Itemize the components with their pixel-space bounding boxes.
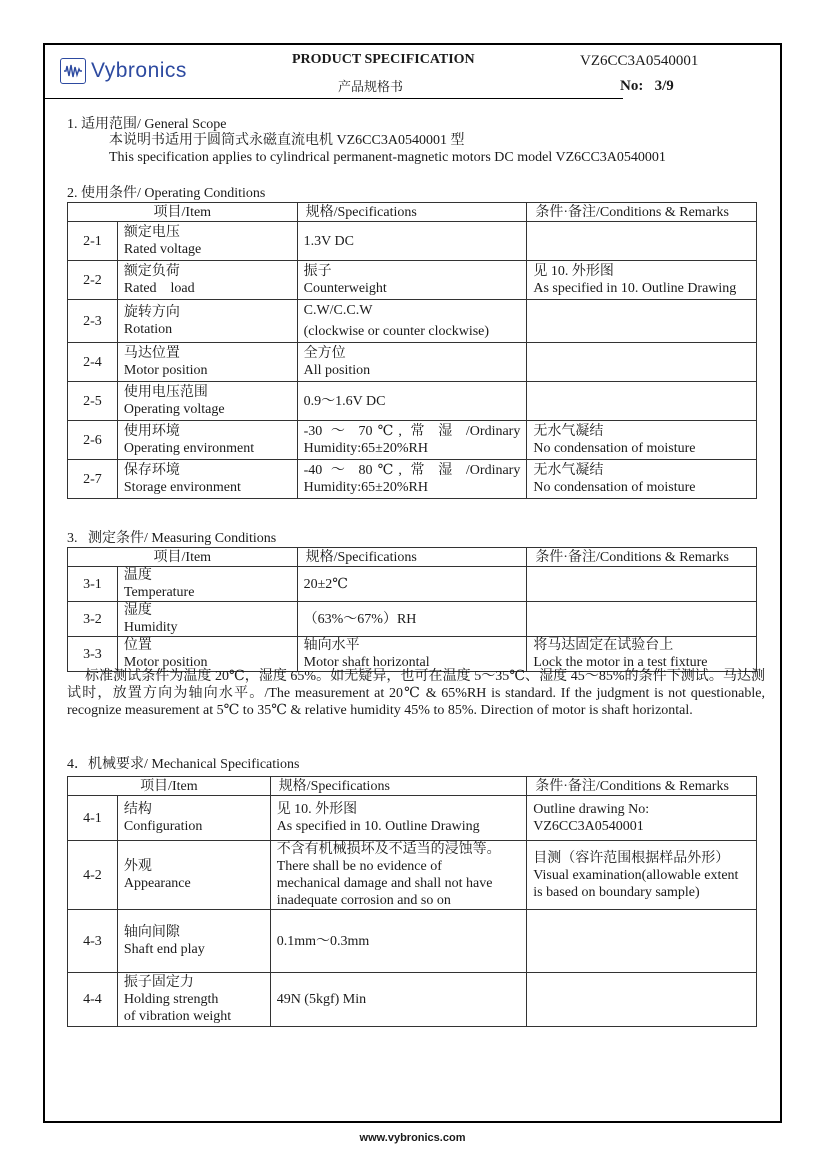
- spec-line: inadequate corrosion and so on: [276, 893, 451, 908]
- item-cn: 额定电压: [123, 225, 180, 240]
- remark-line: is based on boundary sample): [533, 884, 700, 900]
- row-number: 2-7: [68, 460, 118, 499]
- item-en: Rated voltage: [123, 242, 202, 257]
- spec-line: All position: [303, 363, 371, 378]
- remark-cell: [527, 637, 757, 672]
- table-header-row: [68, 203, 757, 222]
- item-cell: [117, 382, 297, 421]
- measuring-conditions-table: [67, 547, 757, 672]
- item-en: Motor position: [123, 363, 208, 378]
- remark-cell: [527, 973, 757, 1027]
- item-cn: 轴向间隙: [123, 925, 180, 940]
- item-cell: [117, 637, 297, 672]
- item-cn: 旋转方向: [123, 305, 180, 320]
- spec-cell: [270, 973, 527, 1027]
- spec-cell: [297, 222, 527, 261]
- spec-line: 见 10. 外形图: [276, 802, 358, 817]
- row-number: 2-6: [68, 421, 118, 460]
- remark-cell: [527, 567, 757, 602]
- row-number: 4-4: [68, 973, 118, 1027]
- spec-line: mechanical damage and shall not have: [276, 876, 493, 891]
- item-cn: 马达位置: [123, 346, 180, 361]
- spec-cell: [297, 602, 527, 637]
- item-cn: 温度: [123, 568, 152, 583]
- item-en: of vibration weight: [123, 1009, 232, 1024]
- remark-line: Lock the motor in a test fixture: [533, 655, 708, 670]
- item-en: Humidity: [123, 620, 178, 635]
- spec-cell: [270, 910, 527, 973]
- item-cn: 额定负荷: [123, 264, 180, 279]
- item-cn: 位置: [123, 638, 152, 653]
- table-row: [68, 910, 757, 973]
- spec-line: 全方位: [303, 346, 346, 361]
- spec-line: Humidity:65±20%RH: [303, 480, 428, 495]
- item-en: Appearance: [123, 876, 191, 891]
- spec-line: （63%～67%）RH: [303, 611, 417, 627]
- item-cell: [117, 222, 297, 261]
- section-title-operating: 2. 使用条件/ Operating Conditions: [67, 186, 266, 201]
- table-row: [68, 382, 757, 421]
- spec-line: 不含有机械损坏及不适当的浸蚀等。: [276, 842, 501, 857]
- section-title-measuring: 3. 测定条件/ Measuring Conditions: [67, 531, 277, 546]
- scope-text-en: This specification applies to cylindrical permanent-magnetic motors DC model VZ6CC3A0540001: [109, 150, 666, 165]
- spec-line: -40 ～ 80℃, 常 湿 /Ordinary: [303, 463, 521, 478]
- document-number: VZ6CC3A0540001: [580, 53, 699, 69]
- page-number: No: 3/9: [620, 78, 674, 94]
- table-row: [68, 796, 757, 841]
- remark-line: VZ6CC3A0540001: [533, 819, 644, 834]
- footer-website[interactable]: www.vybronics.com: [359, 1132, 466, 1144]
- header-item: 项目/Item: [68, 548, 298, 567]
- item-cell: [117, 910, 270, 973]
- item-en: Rotation: [123, 322, 173, 337]
- remark-cell: [527, 421, 757, 460]
- item-cell: [117, 460, 297, 499]
- logo-text: Vybronics: [91, 59, 187, 82]
- item-en: Rated load: [123, 281, 195, 296]
- item-en: Temperature: [123, 585, 195, 600]
- spec-line: 振子: [303, 264, 332, 279]
- item-en: Shaft end play: [123, 942, 205, 957]
- row-number: 2-2: [68, 261, 118, 300]
- item-cell: [117, 343, 297, 382]
- scope-text-cn: 本说明书适用于圆筒式永磁直流电机 VZ6CC3A0540001 型: [109, 133, 465, 148]
- table-row: [68, 421, 757, 460]
- spec-cell: [297, 421, 527, 460]
- item-cell: [117, 261, 297, 300]
- table-row: [68, 841, 757, 910]
- spec-line: 20±2℃: [303, 576, 348, 592]
- table-row: [68, 602, 757, 637]
- spec-cell: [297, 300, 527, 343]
- item-cn: 保存环境: [123, 463, 180, 478]
- item-cn: 使用环境: [123, 424, 180, 439]
- item-en: Storage environment: [123, 480, 241, 495]
- measuring-note: 标准测试条件为温度 20℃，湿度 65%。如无疑异，也可在温度 5～35℃、湿度 45～85%的条件下测试。马达测试时，放置方向为轴向水平。/The measurement at 20℃ & 65%RH is standard. If the judgment is not questionable, recognize measurement at 5℃ to 35℃ & relative humidity 45% to 85%. Direction of motor is shaft horizontal.: [67, 669, 765, 718]
- row-number: 3-3: [68, 637, 118, 672]
- row-number: 4-1: [68, 796, 118, 841]
- header-remarks: 条件·备注/Conditions & Remarks: [527, 203, 757, 222]
- row-number: 3-1: [68, 567, 118, 602]
- spec-line: (clockwise or counter clockwise): [303, 324, 490, 339]
- remark-cell: [527, 382, 757, 421]
- spec-cell: [297, 343, 527, 382]
- item-cn: 结构: [123, 802, 152, 817]
- remark-line: As specified in 10. Outline Drawing: [533, 281, 737, 296]
- row-number: 2-1: [68, 222, 118, 261]
- spec-cell: [297, 382, 527, 421]
- remark-line: No condensation of moisture: [533, 441, 696, 456]
- row-number: 3-2: [68, 602, 118, 637]
- row-number: 2-3: [68, 300, 118, 343]
- row-number: 4-2: [68, 841, 118, 910]
- spec-line: 轴向水平: [303, 638, 360, 653]
- item-en: Holding strength: [123, 992, 219, 1007]
- header-item: 项目/Item: [68, 203, 298, 222]
- row-number: 4-3: [68, 910, 118, 973]
- item-en: Operating voltage: [123, 402, 225, 417]
- remark-cell: [527, 222, 757, 261]
- item-cn: 使用电压范围: [123, 385, 208, 400]
- item-en: Motor position: [123, 655, 208, 670]
- item-cn: 外观: [123, 859, 152, 874]
- remark-line: 目测（容许范围根据样品外形）: [533, 850, 730, 866]
- header-specifications: 规格/Specifications: [297, 203, 527, 222]
- operating-conditions-table: [67, 202, 757, 499]
- item-cell: [117, 421, 297, 460]
- header-divider: [43, 98, 623, 99]
- item-cell: [117, 300, 297, 343]
- header-remarks: 条件·备注/Conditions & Remarks: [527, 777, 757, 796]
- remark-line: 无水气凝结: [533, 424, 604, 439]
- remark-cell: [527, 602, 757, 637]
- header-specifications: 规格/Specifications: [270, 777, 527, 796]
- table-header-row: [68, 548, 757, 567]
- document-title: PRODUCT SPECIFICATION: [292, 52, 475, 67]
- remark-cell: [527, 261, 757, 300]
- spec-line: Counterweight: [303, 281, 387, 296]
- table-row: [68, 637, 757, 672]
- section-title-scope: 1. 适用范围/ General Scope: [67, 117, 227, 132]
- table-row: [68, 460, 757, 499]
- header-item: 项目/Item: [68, 777, 271, 796]
- spec-cell: [270, 841, 527, 910]
- remark-cell: [527, 460, 757, 499]
- remark-line: No condensation of moisture: [533, 480, 696, 495]
- spec-line: 1.3V DC: [303, 233, 354, 249]
- header-remarks: 条件·备注/Conditions & Remarks: [527, 548, 757, 567]
- spec-cell: [297, 460, 527, 499]
- section-title-mechanical: 4．机械要求/ Mechanical Specifications: [67, 757, 300, 772]
- spec-line: Motor shaft horizontal: [303, 655, 430, 670]
- remark-line: 见 10. 外形图: [533, 264, 614, 279]
- spec-line: 49N (5kgf) Min: [276, 992, 367, 1007]
- table-row: [68, 300, 757, 343]
- item-cell: [117, 602, 297, 637]
- row-number: 2-5: [68, 382, 118, 421]
- table-row: [68, 567, 757, 602]
- spec-cell: [297, 637, 527, 672]
- remark-line: Visual examination(allowable extent: [533, 867, 739, 883]
- table-header-row: [68, 777, 757, 796]
- spec-line: There shall be no evidence of: [276, 859, 442, 874]
- remark-line: 无水气凝结: [533, 463, 604, 478]
- remark-cell: [527, 910, 757, 973]
- mechanical-specifications-table: [67, 776, 757, 1027]
- remark-cell: [527, 300, 757, 343]
- item-cn: 振子固定力: [123, 975, 194, 990]
- item-cell: [117, 841, 270, 910]
- spec-cell: [297, 567, 527, 602]
- remark-cell: [527, 796, 757, 841]
- remark-line: 将马达固定在试验台上: [533, 638, 674, 653]
- item-cell: [117, 973, 270, 1027]
- vybronics-logo: [60, 55, 220, 87]
- item-cn: 湿度: [123, 603, 152, 618]
- row-number: 2-4: [68, 343, 118, 382]
- table-row: [68, 343, 757, 382]
- item-cell: [117, 796, 270, 841]
- remark-cell: [527, 343, 757, 382]
- spec-line: -30 ～ 70℃, 常 湿 /Ordinary: [303, 424, 521, 439]
- item-cell: [117, 567, 297, 602]
- spec-cell: [297, 261, 527, 300]
- table-row: [68, 222, 757, 261]
- spec-line: As specified in 10. Outline Drawing: [276, 819, 480, 834]
- remark-cell: [527, 841, 757, 910]
- header-specifications: 规格/Specifications: [297, 548, 527, 567]
- item-en: Operating environment: [123, 441, 255, 456]
- document-title-cn: 产品规格书: [338, 79, 404, 94]
- spec-line: 0.1mm～0.3mm: [276, 933, 370, 949]
- table-row: [68, 973, 757, 1027]
- waveform-icon: [60, 58, 86, 84]
- spec-line: Humidity:65±20%RH: [303, 441, 428, 456]
- item-en: Configuration: [123, 819, 203, 834]
- spec-line: C.W/C.C.W: [303, 303, 373, 318]
- spec-line: 0.9～1.6V DC: [303, 393, 386, 409]
- remark-line: Outline drawing No:: [533, 802, 650, 817]
- spec-cell: [270, 796, 527, 841]
- table-row: [68, 261, 757, 300]
